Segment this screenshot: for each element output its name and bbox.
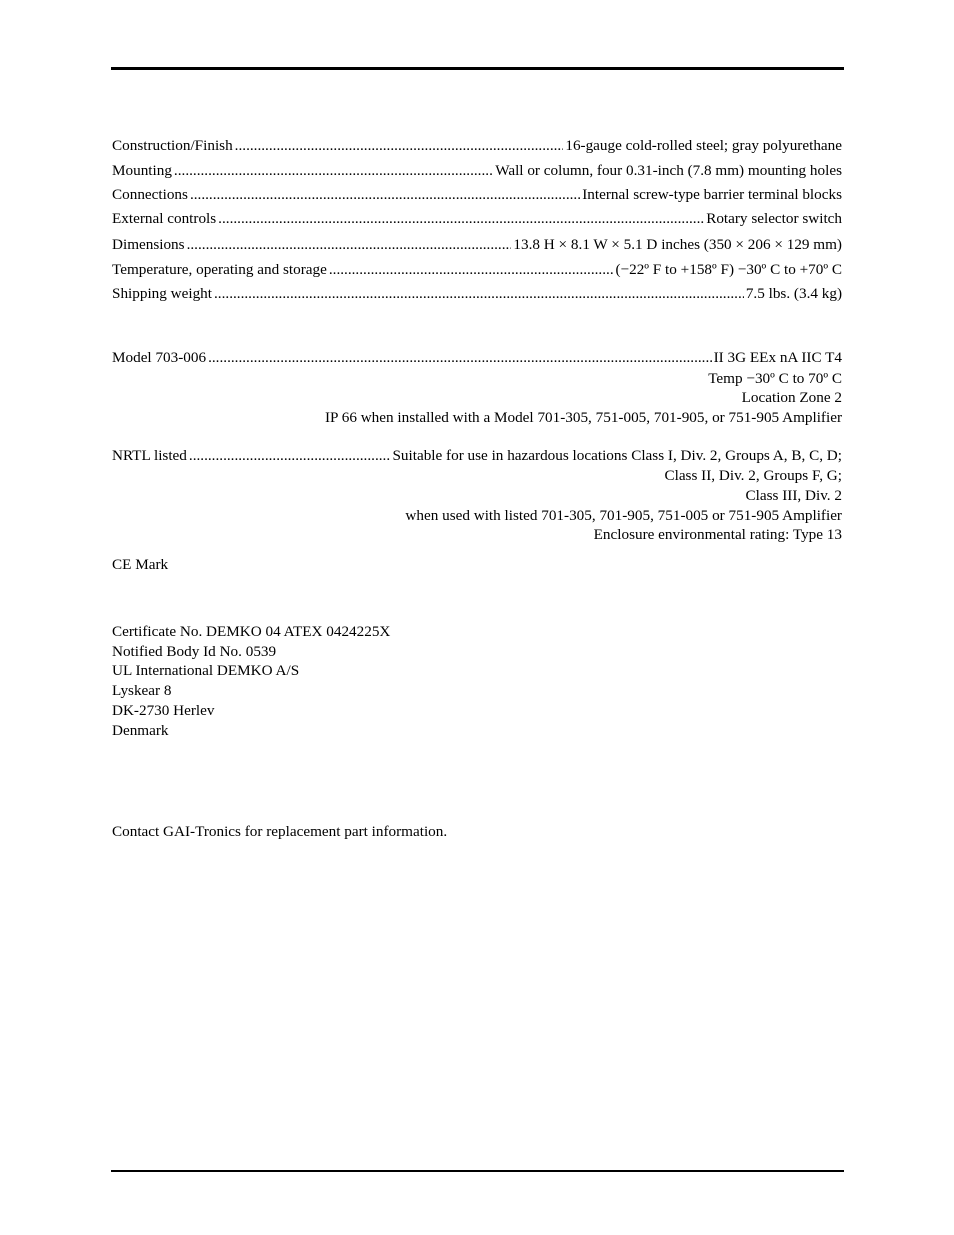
leader-dots xyxy=(189,446,391,466)
spec-row-dimensions xyxy=(112,235,842,255)
certificate-line: Lyskear 8 xyxy=(112,682,172,699)
atex-line: Location Zone 2 xyxy=(741,389,842,406)
leader-dots xyxy=(235,136,564,156)
leader-dots xyxy=(190,185,580,205)
leader-dots xyxy=(174,161,493,181)
nrtl-line: Class III, Div. 2 xyxy=(745,487,842,504)
spec-label: Shipping weight xyxy=(112,285,212,302)
certificate-line: Notified Body Id No. 0539 xyxy=(112,643,277,660)
nrtl-row xyxy=(112,446,842,466)
header-rule xyxy=(111,67,844,70)
nrtl-value: Suitable for use in hazardous locations Class I, Div. 2, Groups A, B, C, D; xyxy=(392,447,842,464)
spec-label: Mounting xyxy=(112,162,172,179)
spec-label: Dimensions xyxy=(112,236,185,253)
spec-row-mounting xyxy=(112,161,842,181)
leader-dots xyxy=(208,348,712,368)
spec-row-external-controls xyxy=(112,209,842,229)
footer-rule xyxy=(111,1170,844,1172)
atex-line: Temp −30º C to 70º C xyxy=(708,370,842,387)
spec-label: Construction/Finish xyxy=(112,137,233,154)
atex-line: IP 66 when installed with a Model 701-305, 751-005, 701-905, or 751-905 Amplifier xyxy=(324,409,842,426)
spec-value: 7.5 lbs. (3.4 kg) xyxy=(745,285,842,302)
certificate-line: Certificate No. DEMKO 04 ATEX 0424225X xyxy=(112,623,391,640)
leader-dots xyxy=(187,235,512,255)
spec-value: Rotary selector switch xyxy=(706,210,842,227)
atex-value: II 3G EEx nA IIC T4 xyxy=(713,349,842,366)
certificate-line: UL International DEMKO A/S xyxy=(112,662,300,679)
spec-value: Internal screw-type barrier terminal blocks xyxy=(582,186,842,203)
certificate-line: DK-2730 Herlev xyxy=(112,702,215,719)
spec-value: 13.8 H × 8.1 W × 5.1 D inches (350 × 206 × 129 mm) xyxy=(513,236,842,253)
spec-label: Connections xyxy=(112,186,188,203)
nrtl-label: NRTL listed xyxy=(112,447,187,464)
nrtl-line: when used with listed 701-305, 701-905, 751-005 or 751-905 Amplifier xyxy=(405,507,842,524)
certificate-line: Denmark xyxy=(112,722,169,739)
nrtl-line: Enclosure environmental rating: Type 13 xyxy=(593,526,842,543)
ce-mark-text: CE Mark xyxy=(112,556,169,573)
contact-text: Contact GAI-Tronics for replacement part information. xyxy=(112,823,448,840)
spec-value: Wall or column, four 0.31-inch (7.8 mm) mounting holes xyxy=(495,162,842,179)
spec-value: 16-gauge cold-rolled steel; gray polyurethane xyxy=(565,137,842,154)
nrtl-line: Class II, Div. 2, Groups F, G; xyxy=(664,467,842,484)
leader-dots xyxy=(218,209,704,229)
atex-model-row xyxy=(112,348,842,368)
spec-row-construction xyxy=(112,136,842,156)
leader-dots xyxy=(329,260,614,280)
spec-value: (−22º F to +158º F) −30º C to +70º C xyxy=(615,261,842,278)
atex-label: Model 703-006 xyxy=(112,349,207,366)
spec-label: External controls xyxy=(112,210,217,227)
spec-row-temperature xyxy=(112,260,842,280)
spec-row-shipping-weight xyxy=(112,284,842,304)
spec-row-connections xyxy=(112,185,842,205)
leader-dots xyxy=(214,284,744,304)
spec-label: Temperature, operating and storage xyxy=(112,261,327,278)
